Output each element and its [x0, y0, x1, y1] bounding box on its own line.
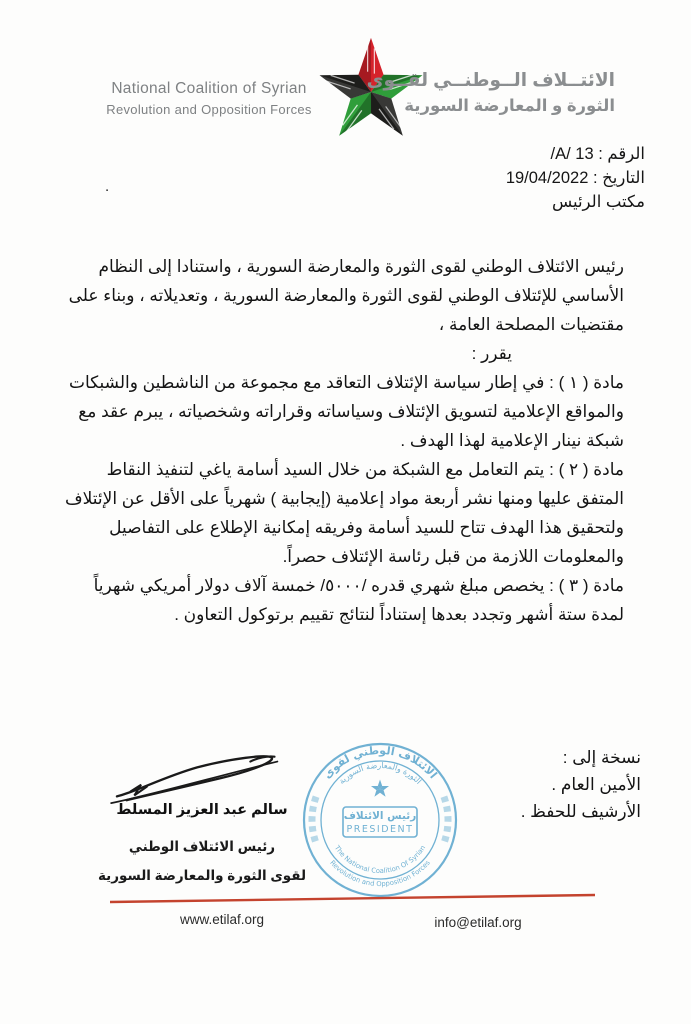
stamp-mini-star-icon — [370, 779, 389, 798]
stamp-arabic-arc-line1: الائتلاف الوطني لقوى — [320, 743, 440, 782]
stamp-arabic-arc-line2: الثورة والمعارضة السورية — [337, 760, 424, 786]
signer-title-line2: لقوى الثورة والمعارضة السورية — [97, 868, 307, 883]
footer-divider-rule — [103, 888, 603, 908]
stamp-english-arc-line2: Revolution and Opposition Forces — [328, 858, 432, 889]
article-1-paragraph: مادة ( ١ ) : في إطار سياسة الإئتلاف التعاقد مع مجموعة من الناشطين والشبكات والمواقع الإعلامية لتسويق الإئتلاف وسياساته وقراراته وشخصياته ، يبرم عقد مع شبكة نينار الإعلامية لهذا الهدف . — [68, 373, 624, 450]
footer-email: info@etilaf.org — [434, 915, 522, 930]
reference-date: التاريخ : 19/04/2022 — [505, 169, 645, 187]
org-name-ar-line2: الثورة و المعارضة السورية — [404, 97, 615, 115]
signer-title — [92, 832, 312, 890]
org-name-en-line2: Revolution and Opposition Forces — [106, 102, 312, 117]
preamble-paragraph: رئيس الائتلاف الوطني لقوى الثورة والمعارضة السورية ، واستنادا إلى النظام الأساسي للإئتلاف الوطني لقوى الثورة والمعارضة السورية ، وتعديلاته ، وبناء على مقتضيات المصلحة العامة ، — [68, 257, 624, 334]
signature-block — [92, 748, 312, 890]
org-name-english — [104, 78, 314, 120]
article-2-paragraph: مادة ( ٢ ) : يتم التعامل مع الشبكة من خلال السيد أسامة ياغي لتنفيذ النقاط المتفق عليها ومنها نشر أربعة مواد إعلامية (إيجابية ) شهرياً على الأقل عن الإئتلاف ولتحقيق هذا الهدف تتاح للسيد أسامة وفريقه إمكانية الإطلاع على التفاصيل والمعلومات اللازمة من قبل رئاسة الإئتلاف حصراً. — [65, 460, 624, 566]
copy-to-item: الأرشيف للحفظ . — [520, 802, 641, 821]
copy-to-heading: نسخة إلى : — [562, 748, 641, 767]
reference-number: الرقم : 13 /A/ — [550, 145, 645, 163]
stamp-center-english: PRESIDENT — [346, 824, 414, 835]
stamp-center-arabic: رئيس الائتلاف — [343, 810, 417, 822]
org-name-ar-line1: الائتــلاف الــوطنــي لقــوى — [366, 69, 615, 90]
signer-name: سالم عبد العزيز المسلط — [116, 802, 288, 818]
reference-block — [506, 142, 645, 214]
stamp-english-arc-line1: The National Coalition Of Syrian — [332, 844, 428, 876]
reference-office: مكتب الرئيس — [551, 193, 645, 211]
org-name-arabic — [366, 66, 615, 120]
copy-to-item: الأمين العام . — [551, 775, 641, 794]
decides-label: يقرر : — [471, 344, 512, 363]
footer-website: www.etilaf.org — [179, 912, 265, 927]
org-name-en-line1: National Coalition of Syrian — [111, 80, 307, 97]
copy-to-block — [521, 744, 641, 825]
president-seal-stamp-icon — [300, 740, 460, 900]
stray-scan-dot: . — [105, 178, 110, 195]
letter-body — [64, 252, 624, 629]
article-3-paragraph: مادة ( ٣ ) : يخصص مبلغ شهري قدره /٥٠٠٠/ خمسة آلاف دولار أمريكي شهرياً لمدة ستة أشهر وتجدد بعدها إستناداً لنتائج تقييم برتوكول التعاون . — [93, 576, 624, 624]
signer-title-line1: رئيس الائتلاف الوطني — [128, 839, 276, 854]
handwritten-signature-icon — [102, 748, 302, 806]
